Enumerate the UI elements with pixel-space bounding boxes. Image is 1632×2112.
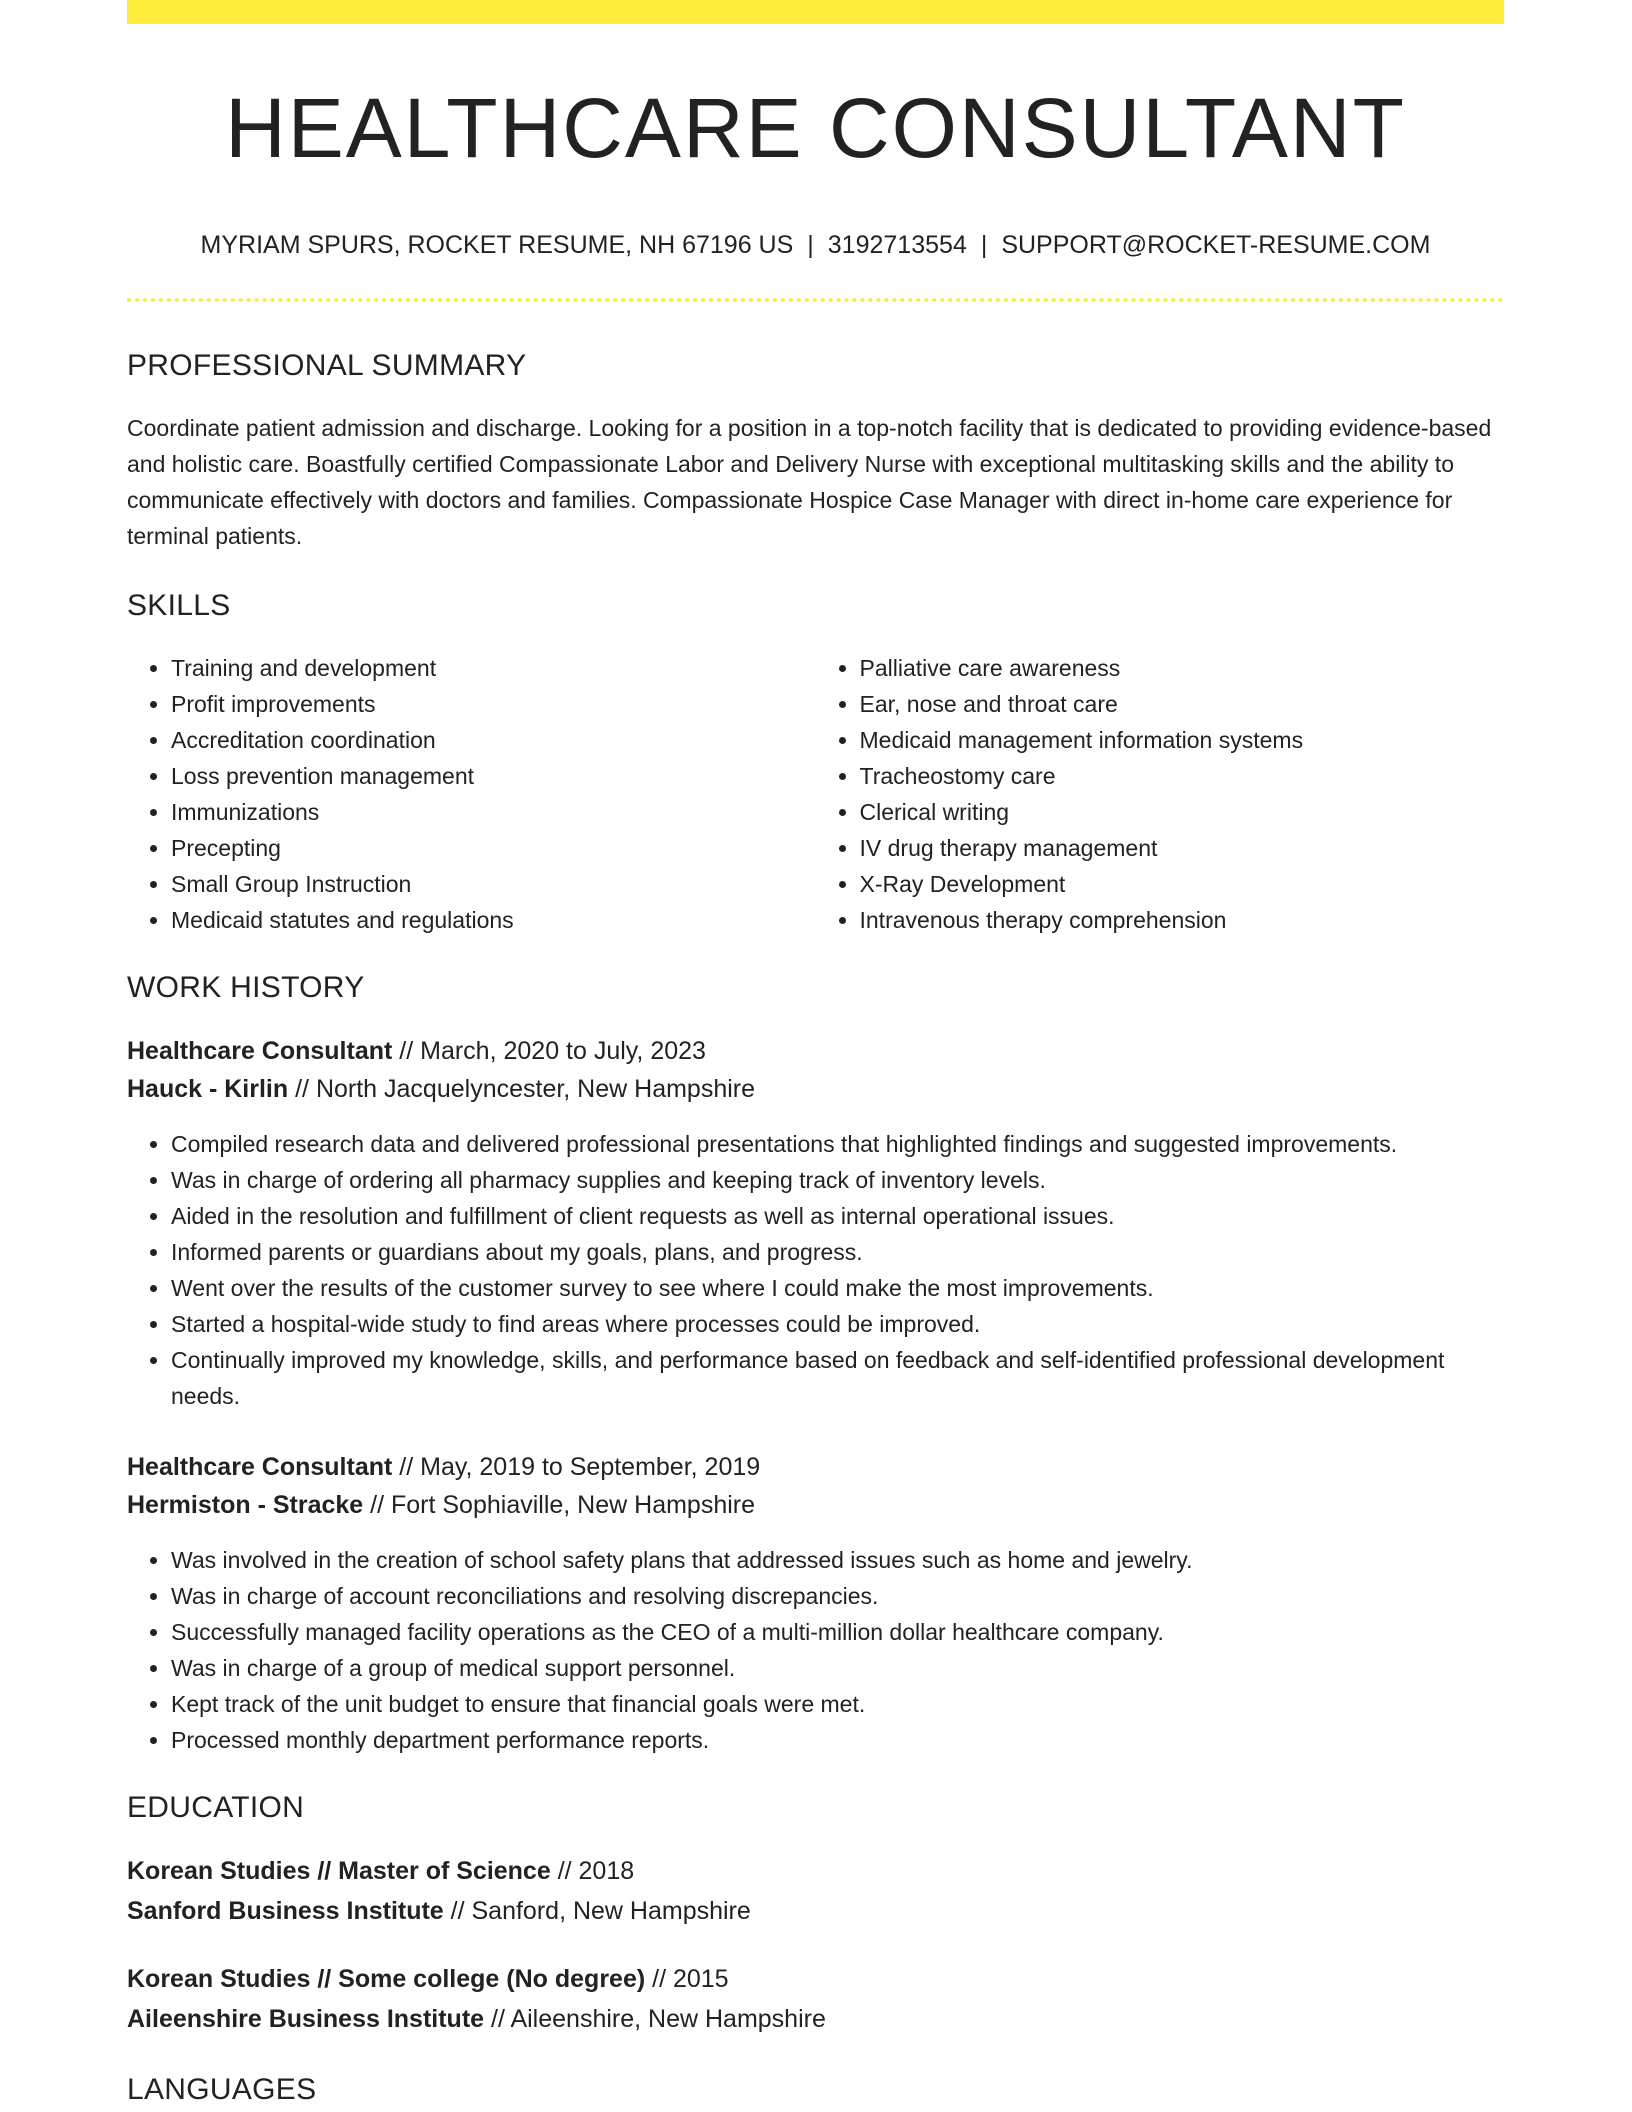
- job-bullet: • Went over the results of the customer survey to see where I could make the most improvements.: [171, 1270, 1504, 1306]
- education-entry: [127, 1960, 1504, 2038]
- job-bullet: • Was in charge of a group of medical support personnel.: [171, 1650, 1504, 1686]
- work-history-heading: WORK HISTORY: [127, 971, 365, 1005]
- job-bullet: • Informed parents or guardians about my goals, plans, and progress.: [171, 1234, 1504, 1270]
- education-school: Sanford Business Institute: [127, 1897, 444, 1926]
- job-title-line: [127, 1032, 1504, 1070]
- skill-item: • Palliative care awareness: [860, 650, 1505, 686]
- education-location: // Aileenshire, New Hampshire: [484, 2005, 826, 2034]
- skill-item: • Small Group Instruction: [171, 866, 816, 902]
- job-dates: // March, 2020 to July, 2023: [392, 1037, 706, 1066]
- resume-title: HEALTHCARE CONSULTANT: [225, 81, 1406, 175]
- job-title-line: [127, 1448, 1504, 1486]
- job-company-line: [127, 1070, 1504, 1108]
- skill-item: • Training and development: [171, 650, 816, 686]
- contact-separator: |: [807, 231, 814, 260]
- job-bullet: • Continually improved my knowledge, skills, and performance based on feedback and self-identified professional development needs.: [171, 1342, 1504, 1414]
- education-school: Aileenshire Business Institute: [127, 2005, 485, 2034]
- job-bullet: • Processed monthly department performance reports.: [171, 1722, 1504, 1758]
- job-bullet: • Aided in the resolution and fulfillment of client requests as well as internal operational issues.: [171, 1198, 1504, 1234]
- contact-address: MYRIAM SPURS, ROCKET RESUME, NH 67196 US: [200, 231, 794, 260]
- skill-item: • Intravenous therapy comprehension: [860, 902, 1505, 938]
- job-location: // Fort Sophiaville, New Hampshire: [363, 1491, 756, 1520]
- languages-heading: LANGUAGES: [127, 2073, 317, 2107]
- job-bullet: • Was in charge of ordering all pharmacy supplies and keeping track of inventory levels.: [171, 1162, 1504, 1198]
- skills-heading: SKILLS: [127, 589, 231, 623]
- resume-page: [127, 0, 1504, 2108]
- education-degree-line: [127, 1960, 1504, 1998]
- contact-phone[interactable]: 3192713554: [827, 231, 967, 260]
- education-degree: Korean Studies // Some college (No degree): [127, 1965, 646, 1994]
- job-bullet: • Compiled research data and delivered professional presentations that highlighted findings and suggested improvements.: [171, 1126, 1504, 1162]
- job-title: Healthcare Consultant: [127, 1453, 393, 1482]
- education-school-line: [127, 1892, 1504, 1930]
- summary-heading: PROFESSIONAL SUMMARY: [127, 349, 527, 383]
- education-entry: [127, 1852, 1504, 1930]
- education-school-line: [127, 2000, 1504, 2038]
- skill-item: • Ear, nose and throat care: [860, 686, 1505, 722]
- accent-bar: [127, 0, 1504, 24]
- job-dates: // May, 2019 to September, 2019: [392, 1453, 761, 1482]
- skills-column-left: [127, 650, 816, 938]
- education-degree-line: [127, 1852, 1504, 1890]
- education-degree: Korean Studies // Master of Science: [127, 1857, 551, 1886]
- skills-grid: [127, 650, 1504, 938]
- job-entry: [127, 1032, 1504, 1414]
- skill-item: • IV drug therapy management: [860, 830, 1505, 866]
- skill-item: • X-Ray Development: [860, 866, 1505, 902]
- job-location: // North Jacquelyncester, New Hampshire: [288, 1075, 756, 1104]
- skill-item: • Medicaid management information systems: [860, 722, 1505, 758]
- job-bullet: • Was involved in the creation of school safety plans that addressed issues such as home and jewelry.: [171, 1542, 1504, 1578]
- header-divider: [127, 298, 1504, 302]
- skills-column-right: [816, 650, 1505, 938]
- skill-item: • Profit improvements: [171, 686, 816, 722]
- education-location: // Sanford, New Hampshire: [443, 1897, 751, 1926]
- education-year: // 2018: [550, 1857, 635, 1886]
- contact-email[interactable]: SUPPORT@ROCKET-RESUME.COM: [1001, 231, 1431, 260]
- summary-text: Coordinate patient admission and discharge. Looking for a position in a top-notch facility that is dedicated to providing evidence-based and holistic care. Boastfully certified Compassionate Labor and Delivery Nurse with exceptional multitasking skills and the ability to communicate effectively with doctors and families. Compassionate Hospice Case Manager with direct in-home care experience for terminal patients.: [127, 415, 1492, 550]
- job-bullets: [127, 1126, 1504, 1414]
- skill-item: • Accreditation coordination: [171, 722, 816, 758]
- job-bullets: [127, 1542, 1504, 1758]
- contact-separator: |: [980, 231, 988, 260]
- job-company: Hauck - Kirlin: [127, 1075, 289, 1104]
- skill-item: • Loss prevention management: [171, 758, 816, 794]
- job-bullet: • Started a hospital-wide study to find areas where processes could be improved.: [171, 1306, 1504, 1342]
- contact-line: [127, 230, 1504, 260]
- skill-item: • Medicaid statutes and regulations: [171, 902, 816, 938]
- job-entry: [127, 1448, 1504, 1758]
- skill-item: • Precepting: [171, 830, 816, 866]
- job-bullet: • Successfully managed facility operations as the CEO of a multi-million dollar healthcare company.: [171, 1614, 1504, 1650]
- education-heading: EDUCATION: [127, 1791, 305, 1825]
- job-company: Hermiston - Stracke: [127, 1491, 364, 1520]
- education-year: // 2015: [645, 1965, 729, 1994]
- skill-item: • Clerical writing: [860, 794, 1505, 830]
- job-title: Healthcare Consultant: [127, 1037, 393, 1066]
- job-bullet: • Kept track of the unit budget to ensure that financial goals were met.: [171, 1686, 1504, 1722]
- skill-item: • Immunizations: [171, 794, 816, 830]
- skill-item: • Tracheostomy care: [860, 758, 1505, 794]
- job-bullet: • Was in charge of account reconciliations and resolving discrepancies.: [171, 1578, 1504, 1614]
- job-company-line: [127, 1486, 1504, 1524]
